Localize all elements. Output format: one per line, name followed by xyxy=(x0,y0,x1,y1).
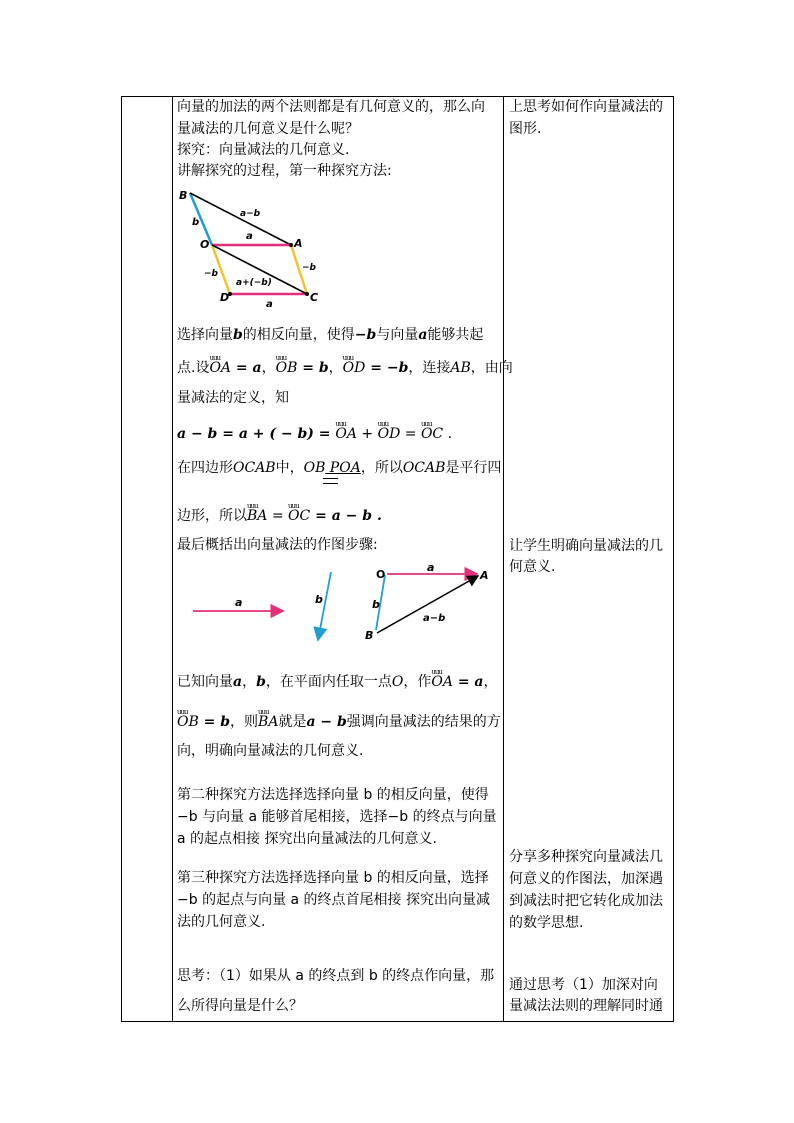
right-note: 何意义. xyxy=(509,559,556,575)
label-neg-b-left: −b xyxy=(204,269,218,279)
right-note: 让学生明确向量减法的几 xyxy=(509,538,663,554)
text-line: 已知向量a，b，在平面内任取一点O，作uuu OA = a， xyxy=(177,672,498,692)
text-line: 量减法的几何意义是什么呢？ xyxy=(177,121,359,137)
point-label-A: A xyxy=(480,569,489,582)
text-line: 点.设uuu OA = a，uuu OB = b，uuu OD = −b，连接AB，由向 xyxy=(177,358,513,378)
method-three-paragraph: 第三种探究方法选择选择向量 b 的相反向量，选择−b 的起点与向量 a 的终点首尾相接 探究出向量减法的几何意义. xyxy=(177,870,490,930)
text-line: 最后概括出向量减法的作图步骤: xyxy=(177,537,378,553)
right-note: 上思考如何作向量减法的 xyxy=(509,99,663,115)
point-label-O: O xyxy=(376,568,386,581)
column-divider-2 xyxy=(503,97,504,1021)
right-note: 分享多种探究向量减法几何意义的作图法，加深遇到减法时把它转化成加法的数学思想. xyxy=(509,849,663,931)
construct-BA xyxy=(377,576,478,633)
point-label-B: B xyxy=(179,189,188,202)
given-vector-b-label: b xyxy=(315,593,323,606)
text-line: uuu OB = b，则uuu BA就是a − b强调向量减法的结果的方 xyxy=(177,712,501,732)
subtraction-steps-figure xyxy=(185,560,495,645)
text-line: 探究：向量减法的几何意义. xyxy=(177,142,350,158)
think-question: 思考：（1）如果从 a 的终点到 b 的终点作向量，那 xyxy=(177,968,495,984)
point-label-D: D xyxy=(220,291,230,304)
label-a-minus-b: a−b xyxy=(423,613,446,624)
label-neg-b-right: −b xyxy=(302,263,316,273)
label-a-plus-neg-b: a+(−b) xyxy=(236,278,272,288)
text-line: 向，明确向量减法的几何意义. xyxy=(177,743,364,759)
label-a-minus-b: a−b xyxy=(240,209,261,219)
right-note: 通过思考（1）加深对向 xyxy=(509,977,658,993)
text-line: 选择向量b的相反向量，使得−b与向量a能够共起 xyxy=(177,327,484,343)
equation: a − b = a + ( − b) = uuu OA + uuu OD = uuu OC . xyxy=(177,424,452,444)
text-line: 边形，所以uuu BA = uuu OC = a − b . xyxy=(177,506,382,526)
think-question: 么所得向量是什么？ xyxy=(177,998,303,1014)
parallelogram-figure xyxy=(176,185,328,310)
text-line: 向量的加法的两个法则都是有几何意义的，那么向 xyxy=(177,99,485,115)
right-note: 图形. xyxy=(509,121,542,137)
method-two-paragraph: 第二种探究方法选择选择向量 b 的相反向量，使得−b 与向量 a 能够首尾相接，选择−b 的终点与向量 a 的起点相接 探究出向量减法的几何意义. xyxy=(177,787,497,847)
given-vector-a-label: a xyxy=(235,596,243,609)
text-line: 量减法的定义，知 xyxy=(177,390,289,406)
label-a-top: a xyxy=(246,231,253,242)
right-note: 量减法法则的理解同时通 xyxy=(509,998,663,1014)
point-label-O: O xyxy=(200,238,210,251)
text-line: 在四边形OCAB中，OB POA，所以OCAB是平行四 xyxy=(177,460,502,476)
column-divider-1 xyxy=(172,97,173,1021)
label-a-top: a xyxy=(427,561,435,574)
label-a-bottom: a xyxy=(266,299,273,310)
point-label-B: B xyxy=(365,629,374,642)
label-b: b xyxy=(192,217,200,228)
point-label-C: C xyxy=(310,291,319,304)
given-vector-b xyxy=(318,572,331,640)
text-line: 讲解探究的过程，第一种探究方法: xyxy=(177,163,392,179)
equal-parallel-mark xyxy=(323,478,338,484)
point-label-A: A xyxy=(294,237,303,250)
label-b-left: b xyxy=(372,598,380,611)
